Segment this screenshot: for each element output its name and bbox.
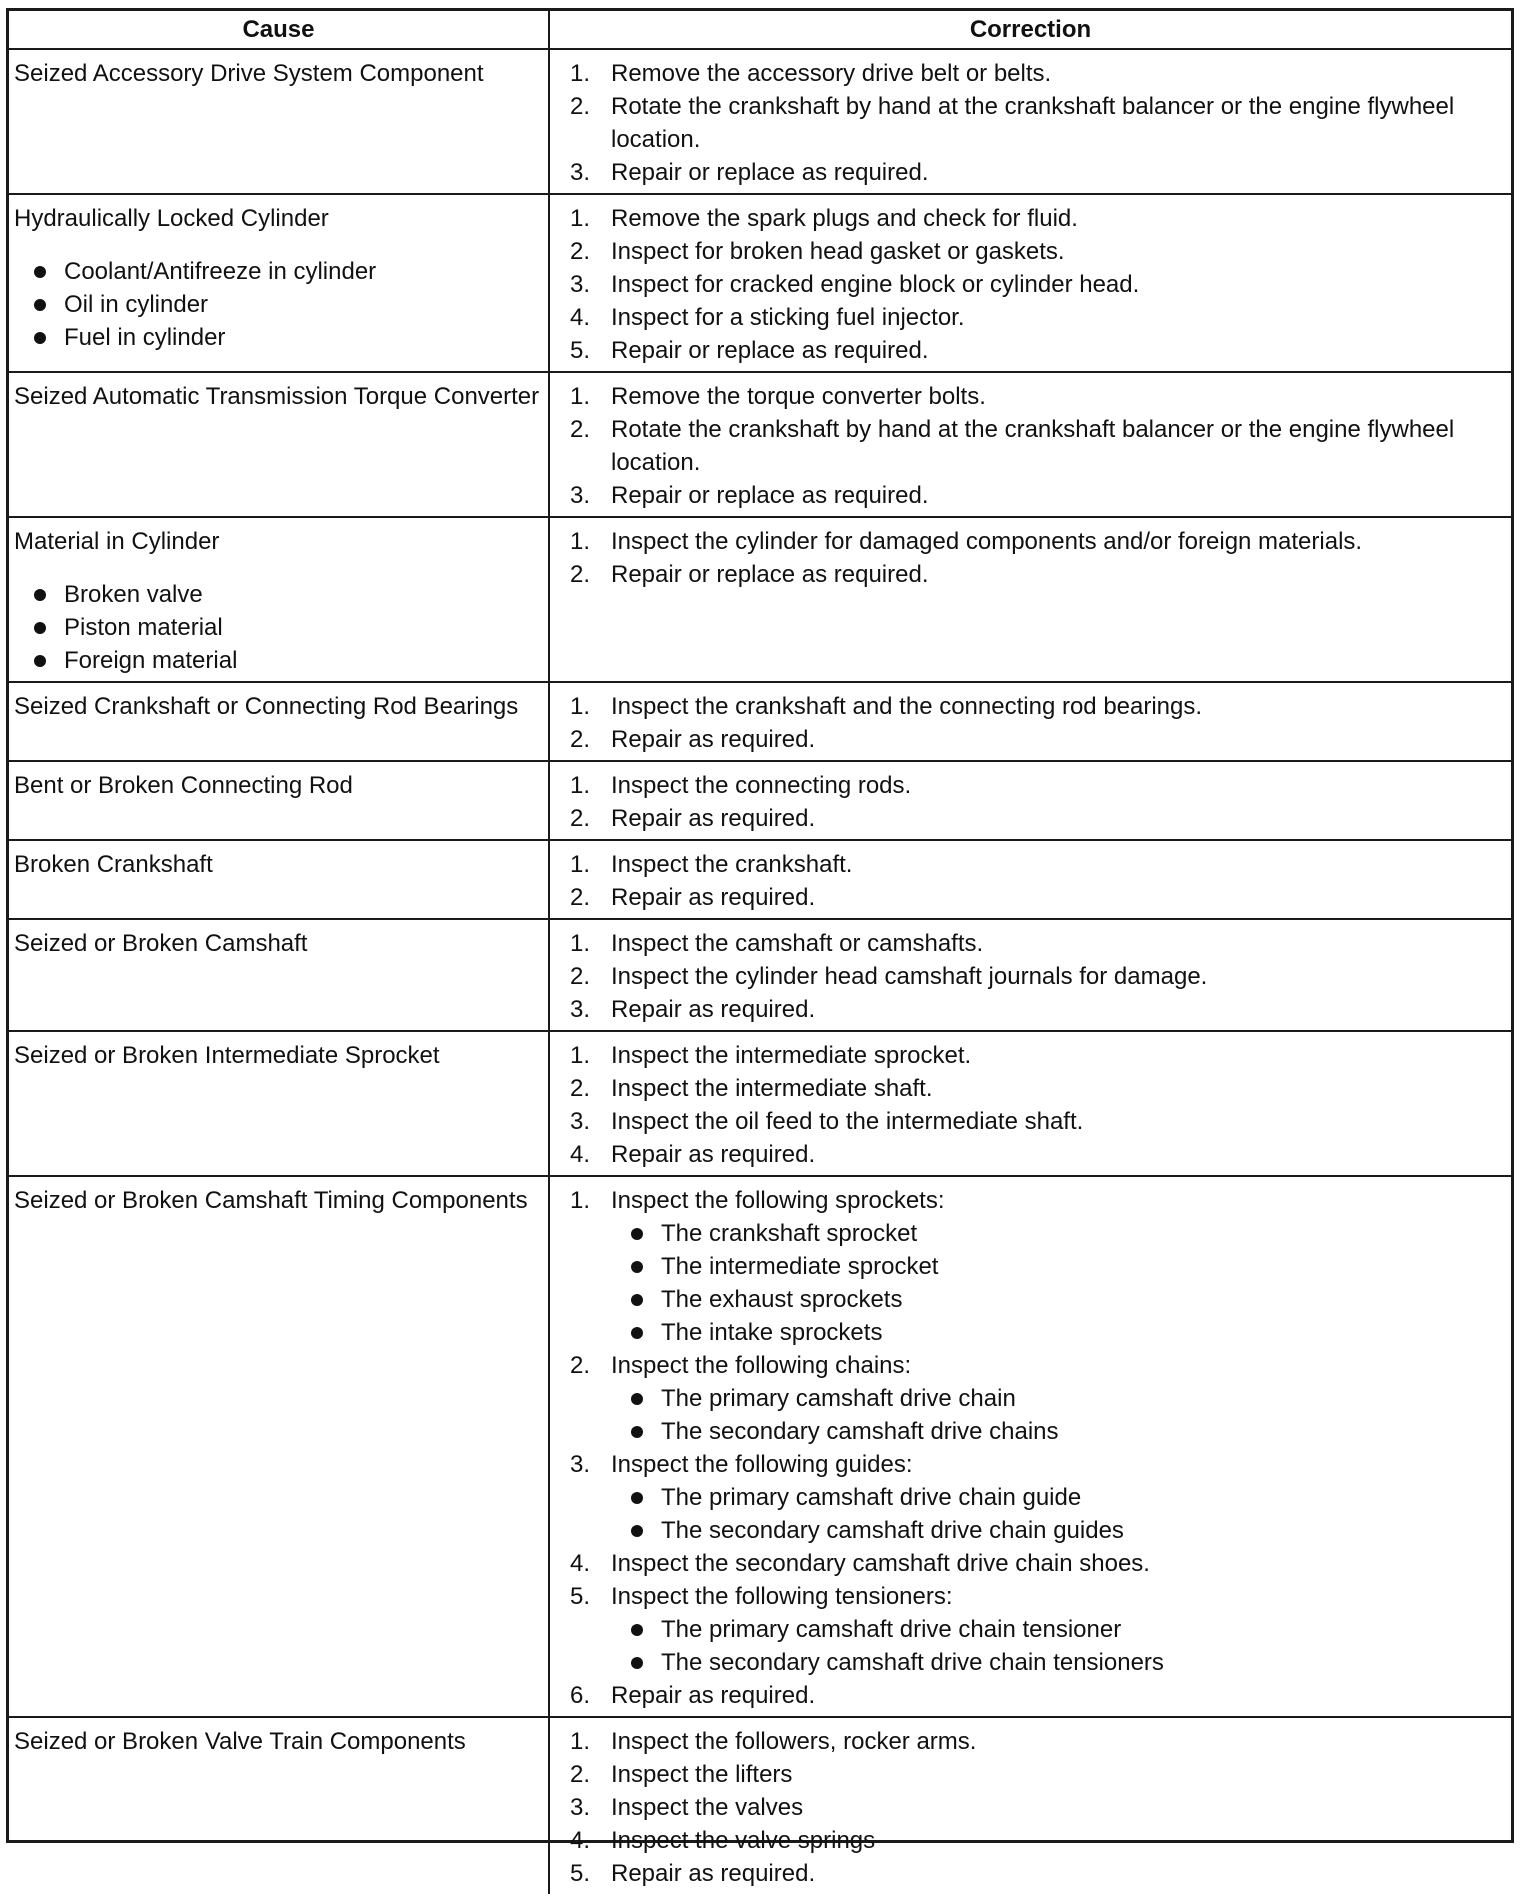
step-text: Repair as required. (611, 996, 816, 1023)
step-sub-item: The secondary camshaft drive chain guides (611, 1514, 1503, 1547)
correction-steps (555, 927, 1503, 1026)
correction-step (555, 202, 1503, 235)
step-sub-item: The exhaust sprockets (611, 1283, 1503, 1316)
correction-step (555, 848, 1503, 881)
step-sub-item: The intake sprockets (611, 1316, 1503, 1349)
correction-steps (555, 769, 1503, 835)
correction-step (555, 881, 1503, 914)
step-text: Inspect the lifters (611, 1761, 793, 1788)
cause-text: Seized or Broken Camshaft Timing Components (14, 1187, 528, 1214)
correction-step (555, 57, 1503, 90)
correction-step (555, 380, 1503, 413)
correction-steps (555, 848, 1503, 914)
step-text: Repair or replace as required. (611, 159, 929, 186)
step-number: 2. (570, 884, 591, 911)
step-sub-item: The intermediate sprocket (611, 1250, 1503, 1283)
step-text: Inspect the intermediate sprocket. (611, 1042, 972, 1069)
step-text: Repair as required. (611, 726, 816, 753)
step-text: Repair or replace as required. (611, 561, 929, 588)
correction-step (555, 723, 1503, 756)
cause-text: Material in Cylinder (14, 528, 220, 555)
cause-text: Hydraulically Locked Cylinder (14, 205, 329, 232)
step-text: Inspect the crankshaft and the connecting rod bearings. (611, 693, 1203, 720)
cause-bullet-item: Fuel in cylinder (14, 321, 540, 354)
correction-steps (555, 57, 1503, 189)
correction-step (555, 1039, 1503, 1072)
cause-cell (9, 517, 549, 682)
step-number: 2. (570, 1075, 591, 1102)
step-text: Inspect the crankshaft. (611, 851, 853, 878)
cause-text: Broken Crankshaft (14, 851, 213, 878)
cause-text: Seized Automatic Transmission Torque Converter (14, 383, 540, 410)
step-text: Inspect the following sprockets: (611, 1187, 945, 1214)
cause-bullet-item: Oil in cylinder (14, 288, 540, 321)
correction-steps (555, 1725, 1503, 1890)
step-text: Repair or replace as required. (611, 482, 929, 509)
step-number: 5. (570, 1583, 591, 1610)
step-text: Repair as required. (611, 1860, 816, 1887)
step-text: Inspect for broken head gasket or gaskets. (611, 238, 1065, 265)
step-number: 3. (570, 271, 591, 298)
step-text: Remove the torque converter bolts. (611, 383, 986, 410)
step-sub-item: The secondary camshaft drive chains (611, 1415, 1503, 1448)
cause-cell (9, 682, 549, 761)
correction-column-header: Correction (549, 11, 1511, 49)
cause-cell (9, 761, 549, 840)
cause-text: Seized Crankshaft or Connecting Rod Bearings (14, 693, 519, 720)
cause-cell (9, 194, 549, 372)
correction-steps (555, 690, 1503, 756)
table-header-row (9, 11, 1511, 49)
correction-cell (549, 372, 1511, 517)
step-number: 3. (570, 996, 591, 1023)
step-number: 1. (570, 528, 591, 555)
correction-step (555, 993, 1503, 1026)
step-number: 3. (570, 1794, 591, 1821)
correction-steps (555, 1184, 1503, 1712)
step-number: 4. (570, 304, 591, 331)
step-number: 3. (570, 1108, 591, 1135)
cause-text: Seized or Broken Camshaft (14, 930, 308, 957)
correction-cell (549, 682, 1511, 761)
table-row (9, 1031, 1511, 1176)
step-number: 1. (570, 383, 591, 410)
cause-bullet-item: Foreign material (14, 644, 540, 677)
step-text: Inspect the cylinder for damaged components and/or foreign materials. (611, 528, 1363, 555)
step-number: 1. (570, 930, 591, 957)
step-number: 4. (570, 1550, 591, 1577)
step-number: 1. (570, 60, 591, 87)
cause-cell (9, 919, 549, 1031)
step-text: Repair as required. (611, 1141, 816, 1168)
table-row (9, 682, 1511, 761)
step-number: 2. (570, 963, 591, 990)
correction-cell (549, 1717, 1511, 1894)
step-number: 2. (570, 726, 591, 753)
correction-cell (549, 1031, 1511, 1176)
step-text: Inspect the secondary camshaft drive chain shoes. (611, 1550, 1150, 1577)
correction-step (555, 769, 1503, 802)
table-row (9, 840, 1511, 919)
step-number: 5. (570, 1860, 591, 1887)
step-number: 3. (570, 482, 591, 509)
step-text: Repair or replace as required. (611, 337, 929, 364)
correction-step (555, 1791, 1503, 1824)
correction-step (555, 334, 1503, 367)
step-text: Inspect the oil feed to the intermediate shaft. (611, 1108, 1084, 1135)
correction-step (555, 927, 1503, 960)
table-row (9, 194, 1511, 372)
cause-text: Seized or Broken Intermediate Sprocket (14, 1042, 440, 1069)
step-number: 5. (570, 337, 591, 364)
step-number: 2. (570, 561, 591, 588)
cause-text: Seized Accessory Drive System Component (14, 60, 484, 87)
cause-column-header: Cause (9, 11, 549, 49)
correction-step (555, 1448, 1503, 1547)
step-text: Rotate the crankshaft by hand at the crankshaft balancer or the engine flywheel location. (611, 93, 1455, 153)
correction-step (555, 1580, 1503, 1679)
diagnostic-page (6, 8, 1514, 1887)
step-text: Inspect the connecting rods. (611, 772, 912, 799)
correction-step (555, 479, 1503, 512)
correction-step (555, 1857, 1503, 1890)
cause-text: Seized or Broken Valve Train Components (14, 1728, 466, 1755)
correction-steps (555, 1039, 1503, 1171)
step-number: 4. (570, 1827, 591, 1854)
correction-step (555, 1184, 1503, 1349)
step-text: Inspect the camshaft or camshafts. (611, 930, 984, 957)
correction-step (555, 1547, 1503, 1580)
correction-step (555, 268, 1503, 301)
step-number: 2. (570, 1352, 591, 1379)
step-text: Repair as required. (611, 1682, 816, 1709)
step-text: Inspect for a sticking fuel injector. (611, 304, 965, 331)
cause-correction-table (9, 11, 1511, 1894)
correction-steps (555, 202, 1503, 367)
step-number: 2. (570, 416, 591, 443)
step-text: Inspect the followers, rocker arms. (611, 1728, 977, 1755)
table-row (9, 517, 1511, 682)
step-number: 2. (570, 93, 591, 120)
table-row (9, 919, 1511, 1031)
step-sub-item: The crankshaft sprocket (611, 1217, 1503, 1250)
step-text: Inspect the valve springs (611, 1827, 876, 1854)
correction-step (555, 1758, 1503, 1791)
table-body (9, 49, 1511, 1894)
correction-step (555, 235, 1503, 268)
correction-step (555, 1072, 1503, 1105)
correction-step (555, 558, 1503, 591)
correction-cell (549, 517, 1511, 682)
step-text: Inspect the following guides: (611, 1451, 913, 1478)
correction-step (555, 1824, 1503, 1857)
cause-cell (9, 1031, 549, 1176)
step-text: Inspect the following chains: (611, 1352, 912, 1379)
step-text: Repair as required. (611, 884, 816, 911)
cause-cell (9, 372, 549, 517)
correction-cell (549, 840, 1511, 919)
correction-step (555, 802, 1503, 835)
step-sub-item: The secondary camshaft drive chain tensioners (611, 1646, 1503, 1679)
step-sub-item: The primary camshaft drive chain guide (611, 1481, 1503, 1514)
table-row (9, 1717, 1511, 1894)
step-number: 2. (570, 1761, 591, 1788)
cause-cell (9, 840, 549, 919)
step-number: 4. (570, 1141, 591, 1168)
correction-step (555, 1105, 1503, 1138)
step-number: 1. (570, 772, 591, 799)
step-number: 2. (570, 805, 591, 832)
correction-steps (555, 380, 1503, 512)
correction-step (555, 960, 1503, 993)
cause-bullet-list (14, 578, 540, 677)
step-text: Repair as required. (611, 805, 816, 832)
correction-step (555, 90, 1503, 156)
cause-bullet-list (14, 255, 540, 354)
cause-bullet-item: Piston material (14, 611, 540, 644)
step-sub-item: The primary camshaft drive chain tensioner (611, 1613, 1503, 1646)
correction-cell (549, 194, 1511, 372)
step-number: 1. (570, 1187, 591, 1214)
step-number: 6. (570, 1682, 591, 1709)
step-text: Inspect the valves (611, 1794, 804, 1821)
cause-cell (9, 1717, 549, 1894)
step-sub-list (611, 1217, 1503, 1349)
step-text: Remove the accessory drive belt or belts. (611, 60, 1052, 87)
step-text: Remove the spark plugs and check for fluid. (611, 205, 1078, 232)
step-number: 1. (570, 851, 591, 878)
step-text: Inspect the intermediate shaft. (611, 1075, 933, 1102)
cause-cell (9, 49, 549, 194)
correction-cell (549, 919, 1511, 1031)
correction-step (555, 1138, 1503, 1171)
cause-bullet-item: Broken valve (14, 578, 540, 611)
step-number: 1. (570, 693, 591, 720)
correction-step (555, 525, 1503, 558)
step-sub-list (611, 1382, 1503, 1448)
step-number: 1. (570, 205, 591, 232)
step-number: 2. (570, 238, 591, 265)
step-text: Rotate the crankshaft by hand at the crankshaft balancer or the engine flywheel location. (611, 416, 1455, 476)
step-number: 3. (570, 159, 591, 186)
correction-cell (549, 761, 1511, 840)
step-sub-list (611, 1613, 1503, 1679)
correction-cell (549, 1176, 1511, 1717)
table-row (9, 761, 1511, 840)
cause-bullet-item: Coolant/Antifreeze in cylinder (14, 255, 540, 288)
correction-steps (555, 525, 1503, 591)
correction-step (555, 301, 1503, 334)
step-number: 1. (570, 1042, 591, 1069)
step-text: Inspect the cylinder head camshaft journals for damage. (611, 963, 1208, 990)
cause-cell (9, 1176, 549, 1717)
step-text: Inspect the following tensioners: (611, 1583, 953, 1610)
correction-step (555, 1349, 1503, 1448)
step-sub-item: The primary camshaft drive chain (611, 1382, 1503, 1415)
correction-cell (549, 49, 1511, 194)
step-number: 3. (570, 1451, 591, 1478)
correction-step (555, 1679, 1503, 1712)
correction-step (555, 690, 1503, 723)
step-sub-list (611, 1481, 1503, 1547)
step-text: Inspect for cracked engine block or cylinder head. (611, 271, 1140, 298)
table-row (9, 372, 1511, 517)
cause-text: Bent or Broken Connecting Rod (14, 772, 353, 799)
correction-step (555, 413, 1503, 479)
table-row (9, 49, 1511, 194)
step-number: 1. (570, 1728, 591, 1755)
correction-step (555, 156, 1503, 189)
correction-step (555, 1725, 1503, 1758)
table-row (9, 1176, 1511, 1717)
